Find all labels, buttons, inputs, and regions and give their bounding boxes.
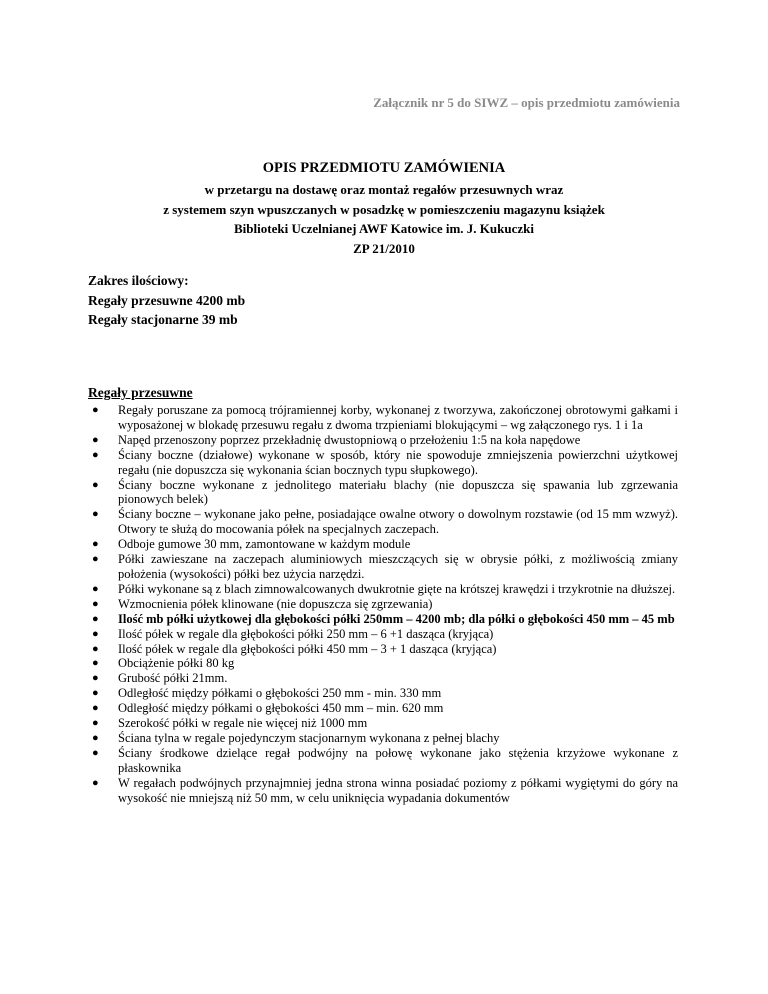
bullet-icon: ● <box>92 597 99 610</box>
list-item-text: Półki wykonane są z blach zimnowalcowanych dwukrotnie gięte na krótszej krawędzi i trzykrotnie na dłuższej. <box>118 581 676 596</box>
list-item <box>88 478 678 508</box>
list-item-text: Obciążenie półki 80 kg <box>118 656 235 671</box>
title-subline: w przetargu na dostawę oraz montaż regałów przesuwnych wraz <box>204 182 564 197</box>
list-item-text: Wzmocnienia półek klinowane (nie dopuszcza się zgrzewania) <box>118 596 433 611</box>
list-item <box>88 671 678 686</box>
title-subline: z systemem szyn wpuszczanych w posadzkę w pomieszczeniu magazynu książek <box>163 201 605 217</box>
section-heading: Regały przesuwne <box>88 385 193 400</box>
bullet-icon: ● <box>92 642 99 655</box>
list-item-text: Ściana tylna w regale pojedynczym stacjonarnym wykonana z pełnej blachy <box>118 730 500 745</box>
bullet-icon: ● <box>92 538 99 551</box>
list-item <box>88 403 678 433</box>
list-item-text: Ściany środkowe dzielące regał podwójny na połowę wykonane jako stężenia krzyżowe wykonane z płaskownika <box>118 745 678 775</box>
list-item <box>88 716 678 731</box>
list-item-text: Ilość mb półki użytkowej dla głębokości półki 250mm – 4200 mb; dla półki o głębokości 450 mm – 45 mb <box>118 611 675 626</box>
bullet-icon: ● <box>92 627 99 640</box>
bullet-icon: ● <box>92 672 99 685</box>
list-item-text: W regałach podwójnych przynajmniej jedna strona winna posiadać poziomy z półkami wygiętymi do góry na wysokość nie mniejszą niż 50 mm, w celu uniknięcia wypadania dokumentów <box>118 775 678 805</box>
list-item-text: Szerokość półki w regale nie więcej niż 1000 mm <box>118 716 368 731</box>
bullet-icon: ● <box>92 553 99 566</box>
title-subline: Biblioteki Uczelnianej AWF Katowice im. J. Kukuczki <box>234 221 534 236</box>
list-item-text: Ilość półek w regale dla głębokości półki 250 mm – 6 +1 dasząca (kryjąca) <box>118 626 494 641</box>
list-item <box>88 686 678 701</box>
bullet-icon: ● <box>92 731 99 744</box>
bullet-icon: ● <box>92 776 99 789</box>
bullet-icon: ● <box>92 448 99 461</box>
bullet-icon: ● <box>92 717 99 730</box>
list-item <box>88 731 678 746</box>
title-block <box>88 159 680 258</box>
bullet-icon: ● <box>92 687 99 700</box>
list-item <box>88 582 678 597</box>
list-item <box>88 656 678 671</box>
list-item <box>88 448 678 478</box>
document-title: OPIS PRZEDMIOTU ZAMÓWIENIA <box>262 160 506 176</box>
scope-mobile-shelves: Regały przesuwne 4200 mb <box>88 292 246 308</box>
list-item-text: Grubość półki 21mm. <box>118 671 228 686</box>
bullet-icon: ● <box>92 612 99 625</box>
list-item-text: Półki zawieszane na zaczepach aluminiowych mieszczących się w obrysie półki, z możliwością zmiany położenia (wysokości) półki bez użycia narzędzi. <box>118 552 678 581</box>
list-item <box>88 627 678 642</box>
scope-block <box>88 271 245 330</box>
bullet-icon: ● <box>92 404 99 416</box>
bullet-icon: ● <box>92 433 99 446</box>
list-item <box>88 537 678 552</box>
list-item-text: Ściany boczne wykonane z jednolitego materiału blachy (nie dopuszcza się spawania lub zgrzewania pionowych belek) <box>118 477 678 507</box>
scope-stationary-shelves: Regały stacjonarne 39 mb <box>88 312 238 327</box>
list-item-text: Ilość półek w regale dla głębokości półki 450 mm – 3 + 1 dasząca (kryjąca) <box>118 641 497 656</box>
list-item-text: Odboje gumowe 30 mm, zamontowane w każdym module <box>118 537 411 552</box>
bullet-icon: ● <box>92 582 99 595</box>
bullet-icon: ● <box>92 702 99 715</box>
procedure-number: ZP 21/2010 <box>353 240 415 256</box>
annex-header: Załącznik nr 5 do SIWZ – opis przedmiotu zamówienia <box>373 95 680 110</box>
list-item-text: Ściany boczne – wykonane jako pełne, posiadające owalne otwory o dowolnym rozstawie (od 15 mm wzwyż). Otwory te służą do mocowania półek na specjalnych zaczepach. <box>118 507 678 537</box>
list-item-text: Napęd przenoszony poprzez przekładnię dwustopniową o przełożeniu 1:5 na koła napędowe <box>118 432 581 447</box>
list-item <box>88 776 678 806</box>
bullet-icon: ● <box>92 478 99 491</box>
list-item <box>88 701 678 716</box>
list-item <box>88 642 678 657</box>
list-item <box>88 507 678 537</box>
scope-label: Zakres ilościowy: <box>88 273 189 288</box>
list-item <box>88 612 678 627</box>
list-item-text: Ściany boczne (działowe) wykonane w sposób, który nie spowoduje zmniejszenia powierzchni użytkowej regału (nie dopuszcza się wykonania ścian bocznych typu słupkowego). <box>118 447 678 477</box>
list-item-text: Odległość między półkami o głębokości 450 mm – min. 620 mm <box>118 701 444 716</box>
list-item <box>88 597 678 612</box>
list-item <box>88 746 678 776</box>
list-item-text: Regały poruszane za pomocą trójramiennej korby, wykonanej z tworzywa, zakończonej obrotowymi gałkami i wyposażonej w blokadę przesuwu regału z dwoma trzpieniami blokującymi – wg załączonego rys. 1 i 1a <box>118 403 678 432</box>
list-item-text: Odległość między półkami o głębokości 250 mm - min. 330 mm <box>118 686 442 701</box>
requirements-list <box>88 403 678 805</box>
list-item <box>88 552 678 582</box>
bullet-icon: ● <box>92 746 99 759</box>
list-item <box>88 433 678 448</box>
bullet-icon: ● <box>92 508 99 521</box>
bullet-icon: ● <box>92 657 99 670</box>
